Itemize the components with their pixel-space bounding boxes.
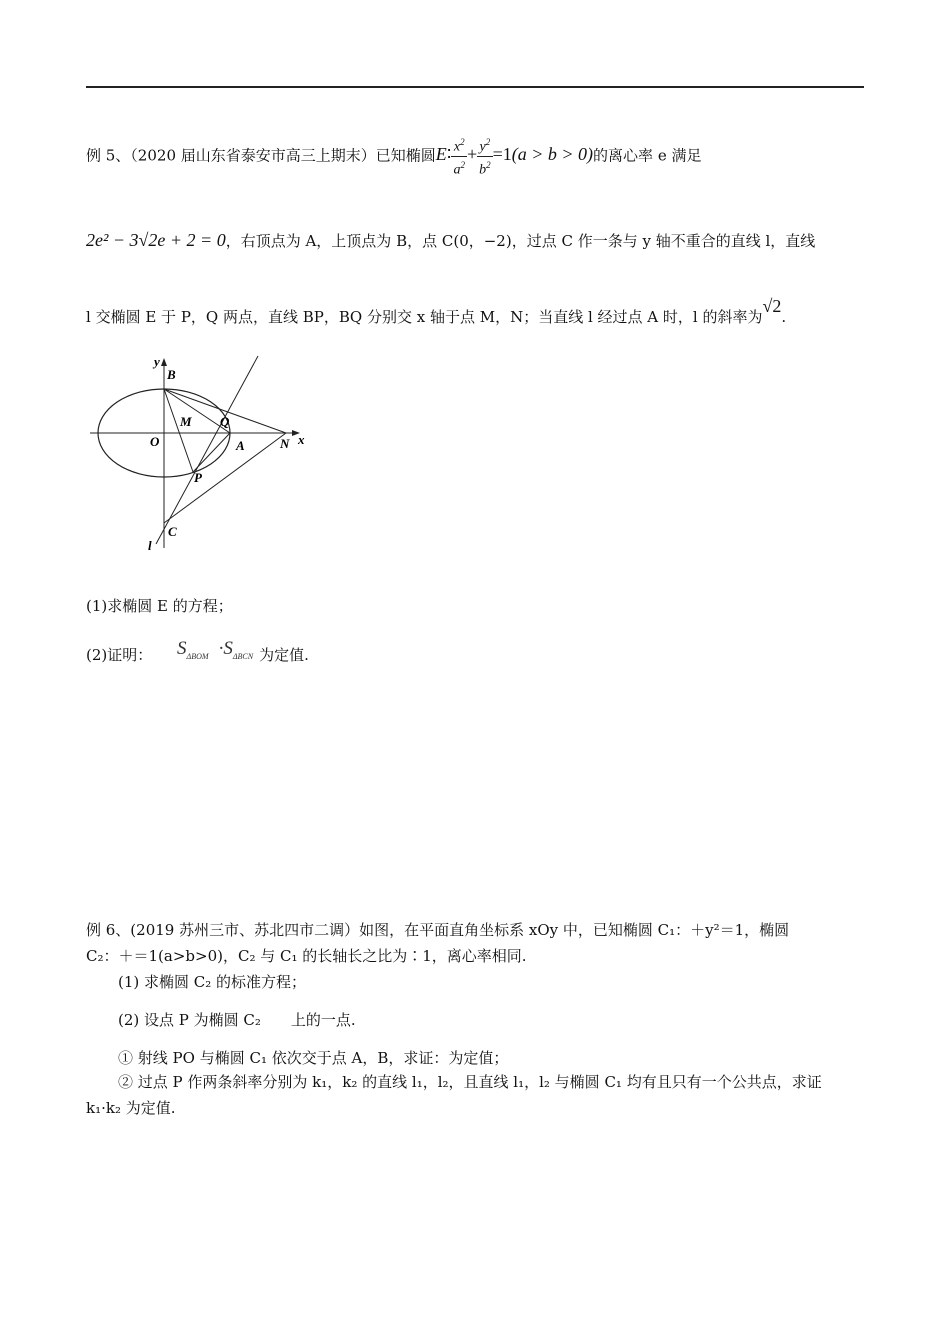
ex5-intro: 例 5、（2020 届山东省泰安市高三上期末）已知椭圆 bbox=[86, 146, 436, 165]
ex5-q1: (1)求椭圆 E 的方程； bbox=[86, 597, 233, 615]
label-y: y bbox=[154, 354, 160, 369]
label-C: C bbox=[168, 524, 177, 539]
ex6-q1: (1) 求椭圆 C₂ 的标准方程； bbox=[118, 973, 307, 991]
ellipse-figure bbox=[86, 352, 326, 557]
label-O: O bbox=[150, 434, 160, 449]
ex6-q2b: ② 过点 P 作两条斜率分别为 k₁，k₂ 的直线 l₁，l₂，且直线 l₁，l₂ 与椭圆 C₁ 均有且只有一个公共点，求证 bbox=[118, 1073, 822, 1091]
ex5-line3: l 交椭圆 E 于 P，Q 两点，直线 BP，BQ 分别交 x 轴于点 M，N；当直线 l 经过点 A 时，l 的斜率为√2. bbox=[86, 296, 787, 326]
label-A: A bbox=[236, 438, 245, 453]
ex5-after-eq: 的离心率 e 满足 bbox=[593, 146, 702, 165]
area-product-expression: $S_{\Delta BOM} \cdot S_{\Delta BCN}$ bbox=[177, 638, 254, 661]
ex5-line2-text: ，右顶点为 A，上顶点为 B，点 C(0，−2)，过点 C 作一条与 y 轴不重合的直线 l，直线 bbox=[225, 232, 816, 250]
ex5-line3-text: l 交椭圆 E 于 P，Q 两点，直线 BP，BQ 分别交 x 轴于点 M，N；当直线 l 经过点 A 时，l 的斜率为 bbox=[86, 308, 763, 326]
ex6-q2a: ① 射线 PO 与椭圆 C₁ 依次交于点 A，B，求证：为定值； bbox=[118, 1049, 509, 1067]
y-axis-arrow bbox=[161, 358, 167, 366]
eccentricity-equation: 2e² − 3√2e + 2 = 0 bbox=[86, 230, 226, 250]
ex6-line1: 例 6、(2019 苏州三市、苏北四市二调）如图，在平面直角坐标系 xOy 中，已知椭圆 C₁：＋y²＝1，椭圆 bbox=[86, 921, 790, 939]
label-M: M bbox=[180, 414, 192, 429]
fraction-x2-a2: $\frac{x^2}{a^2}$ bbox=[451, 134, 467, 178]
label-Q: Q bbox=[220, 414, 230, 429]
ex6-q2: (2) 设点 P 为椭圆 C₂ 上的一点. bbox=[118, 1011, 356, 1029]
ex6-line2: C₂：＋＝1(a>b>0)，C₂ 与 C₁ 的长轴长之比为∶1，离心率相同. bbox=[86, 947, 527, 965]
header-rule bbox=[86, 86, 864, 88]
label-l: l bbox=[148, 538, 152, 553]
slope-value: √2 bbox=[762, 296, 782, 316]
label-x: x bbox=[298, 432, 305, 447]
label-N: N bbox=[280, 436, 290, 451]
segment-BP bbox=[164, 389, 193, 472]
label-P: P bbox=[194, 470, 202, 485]
ellipse-equation: E∶ $\frac{x^2}{a^2}$ + $\frac{y^2}{b^2}$ =1(a > b > 0) bbox=[436, 144, 593, 164]
fraction-y2-b2: $\frac{y^2}{b^2}$ bbox=[477, 134, 493, 178]
ex5-q2: (2)证明： $S_{\Delta BOM} \cdot S_{\Delta BCN}$ 为定值. bbox=[86, 638, 309, 664]
ex6-q2b-end: k₁·k₂ 为定值. bbox=[86, 1099, 176, 1117]
segment-CN bbox=[164, 433, 286, 523]
segment-PA bbox=[193, 433, 230, 472]
label-B: B bbox=[167, 367, 176, 382]
ex5-line1 bbox=[86, 134, 701, 178]
ex5-line2 bbox=[86, 230, 815, 251]
